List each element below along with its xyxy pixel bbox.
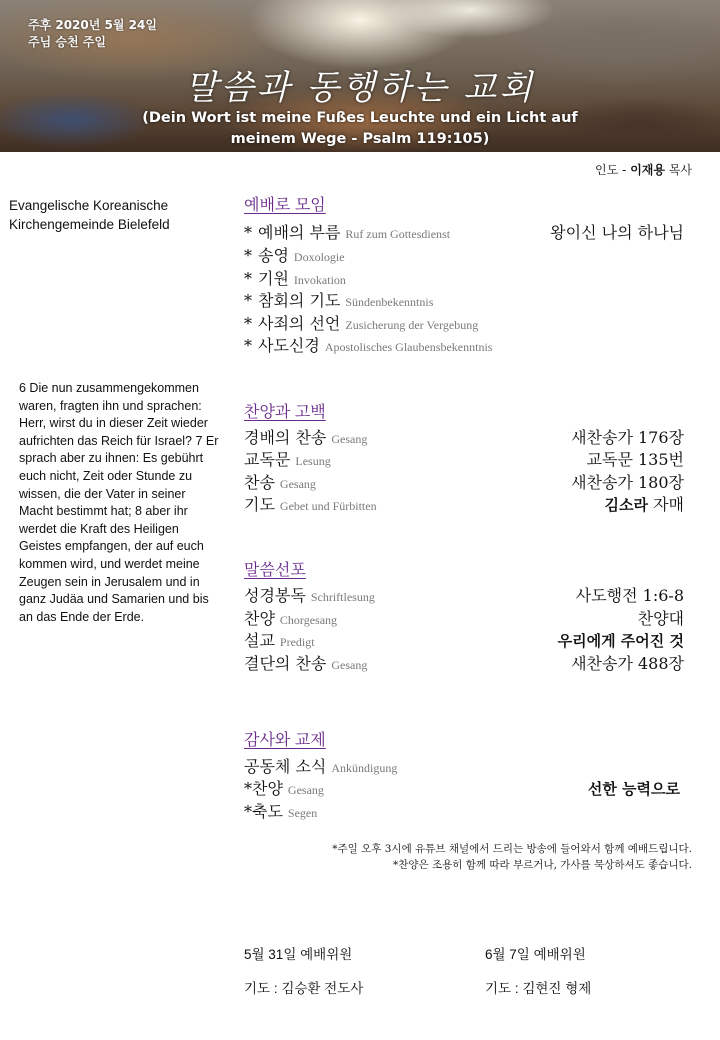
item-german: Zusicherung der Vergebung (345, 318, 479, 332)
order-item (244, 630, 684, 652)
item-korean: 결단의 찬송 (244, 654, 327, 673)
item-korean: 참회의 기도 (258, 291, 341, 310)
stand-mark: * (244, 269, 252, 288)
item-german: Ruf zum Gottesdienst (345, 227, 451, 241)
note-line-2: *찬양은 조용히 함께 따라 부르거나, 가사를 묵상하셔도 좋습니다. (392, 859, 692, 871)
prayer-leader-name: 김소라 (604, 496, 648, 514)
praise-song-title: 선한 능력으로 (587, 780, 680, 798)
item-german: Gesang (279, 477, 316, 491)
item-korean: 사도신경 (258, 336, 320, 355)
item-korean: 찬양 (244, 609, 275, 628)
stand-mark: * (244, 336, 252, 355)
item-korean: 송영 (258, 246, 289, 265)
service-date: 주후 2020년 5월 24일 (28, 18, 157, 32)
item-korean: 설교 (244, 631, 275, 650)
item-german: Apostolisches Glaubensbekenntnis (324, 340, 493, 354)
leader-title: 목사 (668, 163, 692, 177)
service-notes (222, 841, 692, 873)
stand-mark: * (244, 223, 252, 242)
item-korean: *찬양 (244, 779, 283, 798)
header-banner (0, 0, 720, 152)
church-name (9, 196, 229, 234)
order-item (244, 585, 684, 607)
order-item (244, 290, 684, 312)
item-german: Gesang (331, 658, 368, 672)
item-value: 사도행전 1:6-8 (575, 586, 684, 605)
item-korean: 기원 (258, 269, 289, 288)
order-item (244, 778, 684, 800)
order-item (244, 222, 684, 244)
order-item (244, 335, 684, 357)
verse-line-1: (Dein Wort ist meine Fußes Leuchte und ein Licht auf (142, 110, 578, 126)
leader-prefix: 인도 - (595, 163, 627, 177)
item-value (605, 494, 684, 516)
order-item (244, 449, 684, 471)
order-item (244, 245, 684, 267)
prayer-leader-title: 자매 (648, 495, 684, 514)
worship-staff-may31-title: 5월 31일 예배위원 (244, 947, 353, 962)
order-item (244, 608, 684, 630)
item-german: Predigt (279, 635, 315, 649)
worship-staff-jun7-prayer: 기도 : 김현진 형제 (485, 981, 592, 996)
order-item (244, 313, 684, 335)
item-value: 찬양대 (637, 609, 684, 628)
item-german: Segen (287, 806, 318, 820)
scripture-text: 6 Die nun zusammengekommen waren, fragten ihn und sprachen: Herr, wirst du in dieser Zeit wieder aufrichten das Reich für Israel? 7 Er sprach aber zu ihnen: Es gebührt euch nicht, Zeit oder Stunde zu wissen, die der Vater in seiner Macht bestimmt hat; 8 aber ihr werdet die Kraft des Heiligen Geistes empfangen, der auf euch kommen wird, und werdet meine Zeugen sein in Jerusalem und in ganz Judäa und Samarien und bis an das Ende der Erde. (19, 381, 219, 624)
church-motto-title: 말씀과 동행하는 교회 (184, 68, 536, 108)
worship-staff-may31-prayer: 기도 : 김승환 전도사 (244, 981, 364, 996)
item-korean: 경배의 찬송 (244, 428, 327, 447)
section-title-fellowship: 감사와 교제 (244, 732, 326, 749)
section-title-gathering: 예배로 모임 (244, 197, 326, 214)
item-german: Lesung (295, 454, 331, 468)
stand-mark: * (244, 246, 252, 265)
order-item (244, 653, 684, 675)
item-german: Ankündigung (331, 761, 398, 775)
item-value: 교독문 135번 (586, 450, 684, 469)
note-line-1: *주일 오후 3시에 유튜브 채널에서 드리는 방송에 들어와서 함께 예배드립니다. (332, 843, 692, 855)
item-korean: 교독문 (244, 450, 291, 469)
item-german: Gesang (331, 432, 368, 446)
item-german: Invokation (293, 273, 346, 287)
item-korean: *축도 (244, 802, 283, 821)
order-item (244, 472, 684, 494)
order-item (244, 427, 684, 449)
verse-line-2: meinem Wege - Psalm 119:105) (230, 131, 490, 147)
item-german: Chorgesang (279, 613, 338, 627)
section-title-praise: 찬양과 고백 (244, 404, 326, 421)
item-korean: 사죄의 선언 (258, 314, 341, 333)
item-korean: 기도 (244, 495, 275, 514)
order-item (244, 494, 684, 516)
item-german: Gebet und Fürbitten (279, 499, 377, 513)
sermon-title: 우리에게 주어진 것 (557, 632, 684, 650)
item-value: 새찬송가 180장 (571, 473, 684, 492)
service-date-block (28, 17, 157, 51)
service-leader (595, 161, 692, 178)
item-value: 새찬송가 488장 (571, 654, 684, 673)
item-korean: 찬송 (244, 473, 275, 492)
item-korean: 예배의 부름 (258, 223, 341, 242)
service-occasion: 주님 승천 주일 (28, 35, 106, 49)
stand-mark: * (244, 291, 252, 310)
worship-staff-jun7-title: 6월 7일 예배위원 (485, 947, 586, 962)
stand-mark: * (244, 314, 252, 333)
church-name-line-1: Evangelische Koreanische (9, 198, 169, 213)
item-korean: 성경봉독 (244, 586, 306, 605)
leader-name: 이재용 (630, 163, 665, 177)
item-german: Doxologie (293, 250, 345, 264)
motto-verse (100, 108, 620, 150)
item-korean: 공동체 소식 (244, 757, 327, 776)
item-value: 왕이신 나의 하나님 (550, 223, 684, 242)
church-name-line-2: Kirchengemeinde Bielefeld (9, 217, 170, 232)
order-item (244, 268, 684, 290)
section-title-word: 말씀선포 (244, 562, 306, 579)
order-item (244, 801, 684, 823)
item-value: 새찬송가 176장 (571, 428, 684, 447)
item-german: Sündenbekenntnis (345, 295, 434, 309)
item-german: Gesang (287, 783, 324, 797)
order-item (244, 756, 684, 778)
item-german: Schriftlesung (310, 590, 375, 604)
